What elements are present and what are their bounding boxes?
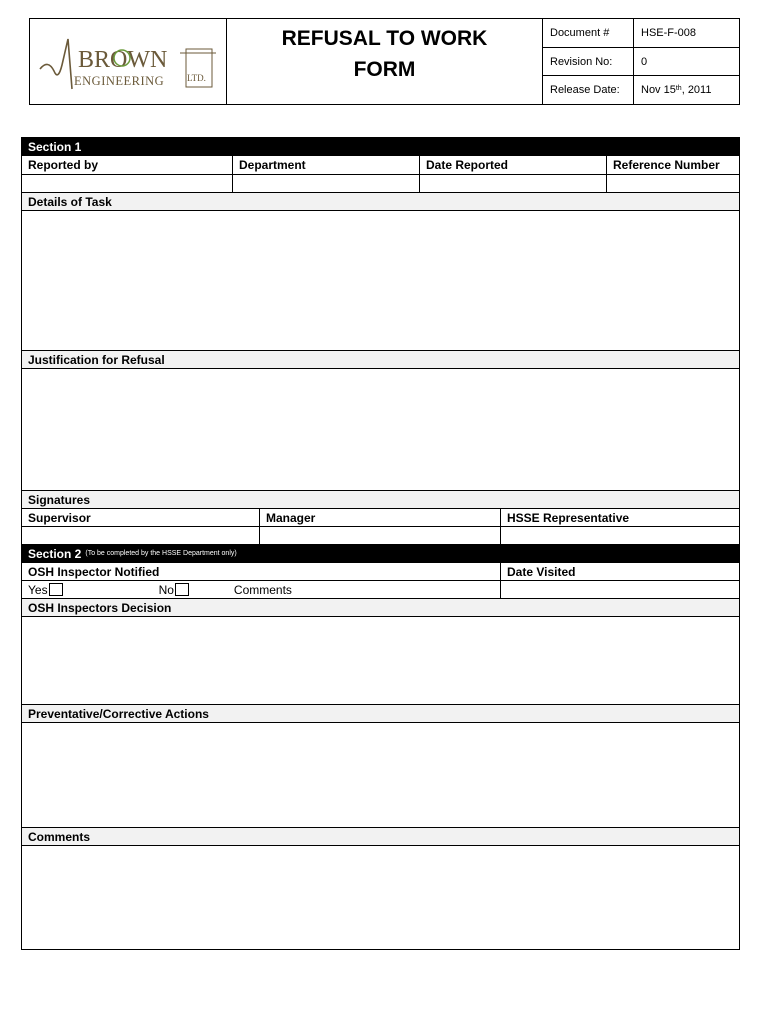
supervisor-label: Supervisor: [22, 509, 260, 526]
title-line-2: FORM: [353, 58, 416, 81]
section-1-header: [22, 138, 739, 156]
comments-text: Comments: [28, 829, 91, 844]
signatures-text: Signatures: [28, 492, 91, 507]
reference-number-label: Reference Number: [613, 158, 720, 172]
svg-text:LTD.: LTD.: [187, 72, 206, 83]
section-2-note: (To be completed by the HSSE Department only): [85, 550, 237, 557]
osh-inspector-notified-label: OSH Inspector Notified: [22, 563, 501, 580]
reported-by-label: Reported by: [22, 156, 233, 174]
osh-notified-options: [22, 581, 501, 598]
release-date-year: , 2011: [681, 84, 712, 97]
report-info-header-row: [22, 156, 739, 175]
preventative-actions-text: Preventative/Corrective Actions: [28, 706, 209, 721]
section-1-title: Section 1: [28, 140, 82, 154]
document-number-label: Document #: [543, 19, 634, 47]
comments-inline-label: Comments: [233, 582, 292, 597]
revision-row: [543, 48, 739, 77]
document-number-value: HSE-F-008: [641, 26, 697, 39]
title-line-1: REFUSAL TO WORK: [281, 27, 488, 50]
brown-engineering-logo: [38, 29, 218, 95]
justification-text: Justification for Refusal: [28, 352, 165, 367]
osh-decision-text: OSH Inspectors Decision: [28, 600, 172, 615]
release-date-value: Nov 15 $^{th}$ , 2011: [641, 84, 712, 97]
comments-label: [22, 828, 739, 846]
details-of-task-label: [22, 193, 739, 211]
svg-text:BROWN: BROWN: [78, 46, 168, 73]
supervisor-signature-field[interactable]: [22, 527, 260, 544]
revision-label: Revision No:: [543, 48, 634, 76]
section-2-header: [22, 544, 739, 563]
reference-number-field[interactable]: [607, 175, 739, 192]
osh-notified-row: [22, 563, 739, 581]
department-label: Department: [233, 156, 420, 174]
date-visited-label: Date Visited: [507, 564, 576, 579]
signatures-label: [22, 491, 739, 509]
department-field[interactable]: [233, 175, 420, 192]
details-of-task-field[interactable]: [22, 211, 739, 351]
section-2-title: Section 2: [28, 546, 82, 561]
company-logo: [30, 19, 227, 104]
release-date-label: Release Date:: [543, 76, 634, 104]
form-title: [227, 19, 543, 104]
osh-decision-field[interactable]: [22, 617, 739, 705]
date-reported-label: Date Reported: [420, 156, 607, 174]
signatures-header-row: [22, 509, 739, 527]
form-header: [29, 18, 740, 105]
hsse-representative-label: HSSE Representative: [507, 510, 630, 525]
manager-label: Manager: [260, 509, 501, 526]
reported-by-field[interactable]: [22, 175, 233, 192]
release-date-row: [543, 76, 739, 104]
revision-value: 0: [641, 55, 648, 68]
preventative-actions-label: [22, 705, 739, 723]
preventative-actions-field[interactable]: [22, 723, 739, 828]
release-date-day: Nov 15: [641, 84, 676, 97]
osh-notified-input-row: [22, 581, 739, 599]
document-meta: [543, 19, 739, 104]
comments-field[interactable]: [22, 846, 739, 949]
osh-decision-label: [22, 599, 739, 617]
date-visited-field[interactable]: [501, 581, 739, 598]
signatures-input-row: [22, 527, 739, 544]
document-number-row: [543, 19, 739, 48]
no-checkbox[interactable]: [175, 583, 189, 596]
justification-field[interactable]: [22, 369, 739, 491]
report-info-input-row: [22, 175, 739, 193]
svg-text:ENGINEERING: ENGINEERING: [74, 73, 165, 88]
yes-checkbox[interactable]: [49, 583, 63, 596]
details-of-task-text: Details of Task: [28, 194, 112, 209]
manager-signature-field[interactable]: [260, 527, 501, 544]
no-label: No: [158, 582, 174, 597]
hsse-representative-signature-field[interactable]: [501, 527, 739, 544]
yes-label: Yes: [28, 582, 48, 597]
date-reported-field[interactable]: [420, 175, 607, 192]
justification-label: [22, 351, 739, 369]
refusal-form: [21, 137, 740, 950]
